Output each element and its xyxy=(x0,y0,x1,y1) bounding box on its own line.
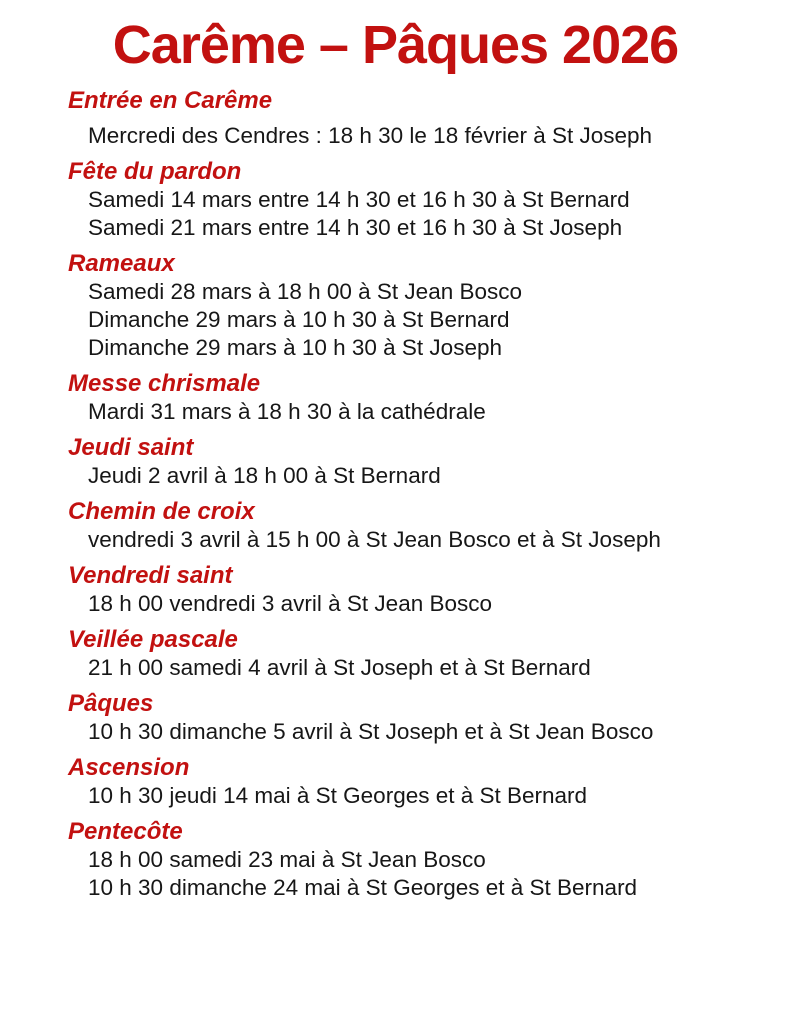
section-heading: Entrée en Carême xyxy=(68,87,273,115)
schedule-line: Samedi 28 mars à 18 h 00 à St Jean Bosco xyxy=(88,279,523,305)
schedule-line: Dimanche 29 mars à 10 h 30 à St Bernard xyxy=(88,307,510,333)
schedule-line: Samedi 14 mars entre 14 h 30 et 16 h 30 à St Bernard xyxy=(88,187,630,213)
schedule-line: Mardi 31 mars à 18 h 30 à la cathédrale xyxy=(88,399,486,425)
schedule-line: 10 h 30 dimanche 24 mai à St Georges et à St Bernard xyxy=(88,875,638,901)
schedule-section xyxy=(68,626,761,682)
section-heading: Veillée pascale xyxy=(68,626,238,654)
section-heading: Ascension xyxy=(68,754,190,782)
schedule-section xyxy=(68,754,761,810)
section-heading: Rameaux xyxy=(68,250,175,278)
schedule-section xyxy=(68,818,761,902)
section-heading: Jeudi saint xyxy=(68,434,194,462)
schedule-line: 18 h 00 vendredi 3 avril à St Jean Bosco xyxy=(88,591,493,617)
section-heading: Vendredi saint xyxy=(68,562,233,590)
schedule-line: Dimanche 29 mars à 10 h 30 à St Joseph xyxy=(88,335,502,361)
section-heading: Chemin de croix xyxy=(68,498,255,526)
schedule-line: Jeudi 2 avril à 18 h 00 à St Bernard xyxy=(88,463,441,489)
schedule-line: 10 h 30 dimanche 5 avril à St Joseph et à St Jean Bosco xyxy=(88,719,654,745)
schedule-section xyxy=(68,690,761,746)
section-heading: Fête du pardon xyxy=(68,158,242,186)
schedule-section xyxy=(68,562,761,618)
schedule-section xyxy=(68,158,761,242)
schedule-section xyxy=(68,370,761,426)
schedule-line: 21 h 00 samedi 4 avril à St Joseph et à St Bernard xyxy=(88,655,591,681)
schedule-section xyxy=(68,498,761,554)
schedule-section xyxy=(68,87,761,150)
schedule-line: Mercredi des Cendres : 18 h 30 le 18 février à St Joseph xyxy=(88,123,653,149)
section-heading: Messe chrismale xyxy=(68,370,261,398)
section-heading: Pentecôte xyxy=(68,818,183,846)
schedule-sections xyxy=(0,87,791,902)
schedule-line: vendredi 3 avril à 15 h 00 à St Jean Bosco et à St Joseph xyxy=(88,527,661,553)
schedule-section xyxy=(68,250,761,362)
section-heading: Pâques xyxy=(68,690,154,718)
page-title: Carême – Pâques 2026 xyxy=(112,15,679,75)
schedule-line: 18 h 00 samedi 23 mai à St Jean Bosco xyxy=(88,847,486,873)
schedule-section xyxy=(68,434,761,490)
schedule-line: 10 h 30 jeudi 14 mai à St Georges et à St Bernard xyxy=(88,783,588,809)
schedule-line: Samedi 21 mars entre 14 h 30 et 16 h 30 à St Joseph xyxy=(88,215,623,241)
